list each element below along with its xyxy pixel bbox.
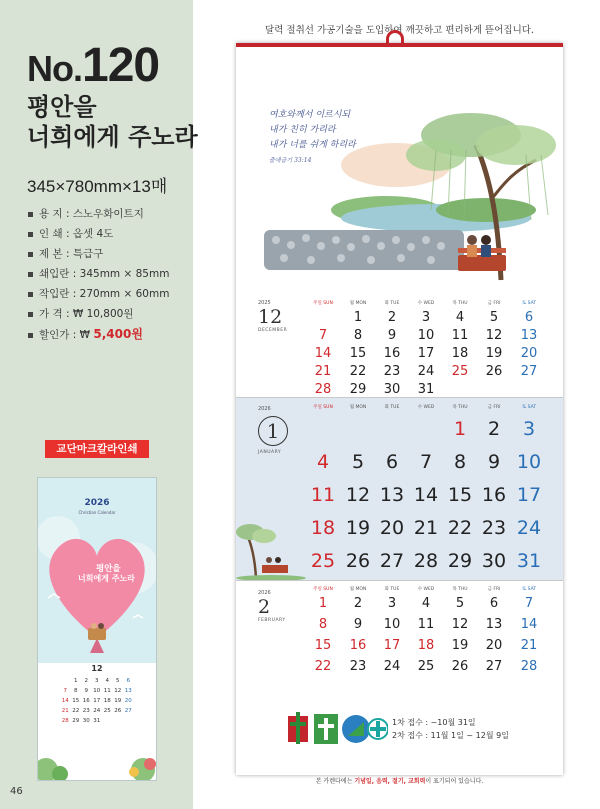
thumb-day: 22: [72, 708, 80, 714]
day-cell: 20: [379, 517, 405, 539]
discount-price: 5,400원: [93, 327, 143, 341]
product-number: No.120: [27, 39, 160, 92]
spec-value: ₩ 10,800원: [72, 308, 134, 320]
day-cell: 28: [314, 382, 332, 397]
day-cell: 14: [413, 484, 439, 506]
month-year: 2026: [258, 406, 271, 412]
day-cell: 27: [379, 550, 405, 572]
logo-3-icon: [342, 715, 370, 743]
day-cell: 24: [516, 517, 542, 539]
day-cell: 13: [485, 617, 503, 632]
weekday-header: 화 TUE: [384, 405, 400, 410]
thumb-day: 25: [103, 708, 111, 714]
month-name: JANUARY: [258, 450, 282, 455]
bible-verse: 여호와께서 이르시되 내가 친히 가리라 내가 너를 쉬게 하리라 출애굽기 33:14: [269, 110, 356, 164]
day-cell: 10: [417, 328, 435, 343]
weekday-header: 주일 SUN: [313, 301, 333, 306]
spec-item: 쇄입란 : 345mm × 85mm: [28, 264, 188, 284]
spec-label: 용 지: [39, 208, 63, 220]
deadline-1: 1차 접수 : ~10월 31일: [392, 718, 476, 727]
title-line-1: 평안을: [27, 93, 97, 121]
cover-illustration: [38, 478, 156, 780]
thumb-day: 3: [95, 678, 99, 684]
spec-label: 가 격: [39, 308, 63, 320]
spec-value: 옵셋 4도: [72, 228, 114, 240]
day-cell: 11: [310, 484, 336, 506]
thumb-day: 21: [61, 708, 69, 714]
logo-1-icon: [288, 712, 308, 744]
weekday-header: 목 THU: [452, 301, 468, 306]
day-cell: 18: [417, 638, 435, 653]
day-cell: 25: [451, 364, 469, 379]
day-cell: 5: [455, 596, 465, 611]
day-cell: 4: [455, 310, 465, 325]
day-cell: 3: [387, 596, 397, 611]
weekday-header: 화 TUE: [384, 587, 400, 592]
day-cell: 27: [520, 364, 538, 379]
thumb-day: 28: [61, 718, 69, 724]
day-cell: 2: [387, 310, 397, 325]
day-cell: 11: [417, 617, 435, 632]
landscape-illustration: [236, 50, 563, 295]
day-cell: 10: [516, 451, 542, 473]
day-cell: 18: [310, 517, 336, 539]
thumb-day: 11: [103, 688, 111, 694]
day-cell: 26: [451, 659, 469, 674]
day-cell: 6: [385, 451, 399, 473]
thumb-week-row: [60, 678, 134, 688]
day-cell: 1: [318, 596, 328, 611]
weekday-header: 금 FRI: [487, 587, 501, 592]
day-cell: 17: [383, 638, 401, 653]
day-cell: 10: [383, 617, 401, 632]
day-cell: 27: [485, 659, 503, 674]
thumb-year: 2026: [84, 498, 110, 508]
day-cell: 1: [353, 310, 363, 325]
day-cell: 31: [516, 550, 542, 572]
day-cell: 19: [345, 517, 371, 539]
bullet-square-icon: [28, 212, 33, 217]
thumb-day: 10: [93, 688, 101, 694]
thumb-day: 15: [72, 698, 80, 704]
thumb-title-1: 평안을: [96, 564, 121, 574]
spec-value: ₩: [79, 329, 94, 341]
bullet-square-icon: [28, 232, 33, 237]
day-cell: 9: [387, 328, 397, 343]
day-cell: 20: [485, 638, 503, 653]
day-cell: 20: [520, 346, 538, 361]
day-cell: 23: [383, 364, 401, 379]
spec-value: 스노우화이트지: [72, 208, 144, 220]
thumb-day: 6: [126, 678, 130, 684]
weekday-header: 월 MON: [349, 301, 367, 306]
title-line-2: 너희에게 주노라: [27, 123, 198, 151]
deadline-2: 2차 접수 : 11월 1일 ~ 12월 9일: [392, 731, 509, 740]
month-name: FEBRUARY: [258, 618, 286, 623]
day-cell: 9: [353, 617, 363, 632]
spec-label: 쇄입란: [39, 268, 70, 280]
thumb-subtitle: Christian Calendar: [78, 510, 116, 515]
spec-item: 인 쇄 : 옵셋 4도: [28, 224, 188, 244]
weekday-header: 수 WED: [417, 301, 435, 306]
logo-4-icon: [368, 719, 388, 739]
thumb-week-row: [60, 698, 134, 708]
logo-2-icon: [314, 714, 338, 744]
day-cell: 16: [481, 484, 507, 506]
day-cell: 11: [451, 328, 469, 343]
spec-label: 제 본: [39, 248, 63, 260]
day-cell: 24: [417, 364, 435, 379]
thumb-week-row: [60, 688, 134, 698]
day-cell: 22: [447, 517, 473, 539]
thumb-title-2: 너희에게 주노라: [78, 574, 135, 583]
spec-item: 제 본 : 특급구: [28, 244, 188, 264]
spec-item: 할인가 : ₩ 5,400원: [28, 324, 188, 344]
day-cell: 17: [516, 484, 542, 506]
day-cell: 16: [383, 346, 401, 361]
day-cell: 15: [314, 638, 332, 653]
thumb-day: 30: [82, 718, 90, 724]
day-cell: 8: [318, 617, 328, 632]
month-year: 2026: [258, 590, 271, 596]
month-divider: [236, 397, 563, 398]
spec-label: 작입란: [39, 288, 70, 300]
weekday-header: 월 MON: [349, 587, 367, 592]
weekday-header: 화 TUE: [384, 301, 400, 306]
thumb-month: 12: [91, 664, 103, 673]
thumb-day: 1: [74, 678, 78, 684]
day-cell: 7: [419, 451, 433, 473]
spec-value: 특급구: [72, 248, 104, 260]
day-cell: 13: [520, 328, 538, 343]
weekday-header: 목 THU: [452, 587, 468, 592]
day-cell: 14: [314, 346, 332, 361]
thumb-day: 20: [124, 698, 132, 704]
weekday-header: 토 SAT: [521, 587, 537, 592]
month-number: 2: [258, 596, 271, 618]
month-label: [258, 300, 287, 333]
bullet-square-icon: [28, 312, 33, 317]
month-number: 1: [258, 416, 288, 446]
thumb-day: 31: [93, 718, 101, 724]
day-cell: 5: [351, 451, 365, 473]
thumb-day: 18: [103, 698, 111, 704]
weekday-header: 목 THU: [452, 405, 468, 410]
day-cell: 4: [421, 596, 431, 611]
weekday-header: 금 FRI: [487, 405, 501, 410]
bench-illustration: [236, 520, 306, 580]
day-cell: 30: [383, 382, 401, 397]
day-cell: 7: [318, 328, 328, 343]
month-label: [258, 590, 286, 623]
day-cell: 4: [316, 451, 330, 473]
month-name: DECEMBER: [258, 328, 288, 333]
bullet-square-icon: [28, 272, 33, 277]
thumb-day: 24: [93, 708, 101, 714]
footnote: 본 카렌다에는 기념일, 음력, 절기, 교회력이 표기되어 있습니다.: [315, 778, 484, 785]
day-cell: 22: [349, 364, 367, 379]
day-cell: 1: [453, 418, 467, 440]
day-cell: 7: [524, 596, 534, 611]
day-cell: 17: [417, 346, 435, 361]
weekday-header: 금 FRI: [487, 301, 501, 306]
page-number-bar: [0, 782, 4, 802]
product-size: 345×780mm×13매: [27, 177, 168, 196]
day-cell: 24: [383, 659, 401, 674]
day-cell: 2: [353, 596, 363, 611]
thumb-day: 12: [114, 688, 122, 694]
bullet-square-icon: [28, 252, 33, 257]
spec-label: 인 쇄: [39, 228, 63, 240]
print-badge: 교단마크칼라인쇄: [45, 440, 149, 458]
day-cell: 5: [489, 310, 499, 325]
weekday-header: 주일 SUN: [313, 587, 333, 592]
spec-value: 345mm × 85mm: [79, 268, 170, 280]
day-cell: 21: [520, 638, 538, 653]
calendar-illustration: [236, 50, 563, 295]
denomination-logos: [288, 712, 388, 746]
header-note: 달력 절취선 가공기술을 도입하여 깨끗하고 편리하게 뜯어집니다.: [265, 25, 534, 36]
bullet-square-icon: [28, 292, 33, 297]
weekday-header: 수 WED: [417, 405, 435, 410]
thumb-day: 5: [116, 678, 120, 684]
day-cell: 13: [379, 484, 405, 506]
day-cell: 8: [453, 451, 467, 473]
thumb-day: 19: [114, 698, 122, 704]
month-number: 12: [258, 306, 283, 328]
month-label: [258, 406, 288, 455]
day-cell: 25: [417, 659, 435, 674]
thumb-day: 29: [72, 718, 80, 724]
day-cell: 21: [314, 364, 332, 379]
weekday-header: 주일 SUN: [313, 405, 333, 410]
page-number: 46: [0, 782, 40, 802]
month-year: 2025: [258, 300, 271, 306]
bullet-square-icon: [28, 333, 33, 338]
thumb-day: 27: [124, 708, 132, 714]
thumb-day: 16: [82, 698, 90, 704]
month-divider: [236, 580, 563, 581]
thumb-day: 23: [82, 708, 90, 714]
weekday-header: 수 WED: [417, 587, 435, 592]
thumb-day: 14: [61, 698, 69, 704]
spec-list: [28, 204, 188, 344]
day-cell: 6: [489, 596, 499, 611]
thumb-day: 4: [105, 678, 109, 684]
day-cell: 12: [485, 328, 503, 343]
day-cell: 18: [451, 346, 469, 361]
spec-value: 270mm × 60mm: [79, 288, 170, 300]
day-cell: 6: [524, 310, 534, 325]
day-cell: 28: [520, 659, 538, 674]
day-cell: 23: [481, 517, 507, 539]
day-cell: 15: [447, 484, 473, 506]
day-cell: 30: [481, 550, 507, 572]
day-cell: 26: [345, 550, 371, 572]
day-cell: 15: [349, 346, 367, 361]
day-cell: 25: [310, 550, 336, 572]
product-title: [27, 92, 198, 152]
thumb-day: 17: [93, 698, 101, 704]
day-cell: 14: [520, 617, 538, 632]
weekday-header: 토 SAT: [521, 405, 537, 410]
thumb-day: 13: [124, 688, 132, 694]
day-cell: 26: [485, 364, 503, 379]
day-cell: 19: [485, 346, 503, 361]
day-cell: 2: [487, 418, 501, 440]
spec-item: 작입란 : 270mm × 60mm: [28, 284, 188, 304]
thumb-day: 9: [84, 688, 88, 694]
thumb-day: 8: [74, 688, 78, 694]
weekday-header: 월 MON: [349, 405, 367, 410]
thumb-grid: [60, 678, 134, 728]
thumb-day: 2: [84, 678, 88, 684]
weekday-header: 토 SAT: [521, 301, 537, 306]
spec-item: 용 지 : 스노우화이트지: [28, 204, 188, 224]
day-cell: 3: [522, 418, 536, 440]
day-cell: 16: [349, 638, 367, 653]
thumb-day: 7: [63, 688, 67, 694]
day-cell: 22: [314, 659, 332, 674]
day-cell: 19: [451, 638, 469, 653]
day-cell: 28: [413, 550, 439, 572]
thumb-day: 26: [114, 708, 122, 714]
day-cell: 3: [421, 310, 431, 325]
day-cell: 8: [353, 328, 363, 343]
spec-label: 할인가: [39, 329, 70, 341]
day-cell: 12: [451, 617, 469, 632]
day-cell: 21: [413, 517, 439, 539]
day-cell: 29: [349, 382, 367, 397]
spec-item: 가 격 : ₩ 10,800원: [28, 304, 188, 324]
hanger-hook: [386, 30, 404, 47]
thumb-week-row: [60, 708, 134, 718]
day-cell: 23: [349, 659, 367, 674]
day-cell: 12: [345, 484, 371, 506]
cover-thumbnail: [37, 477, 157, 781]
day-cell: 29: [447, 550, 473, 572]
thumb-week-row: [60, 718, 134, 728]
order-deadlines: [392, 716, 509, 742]
day-cell: 9: [487, 451, 501, 473]
day-cell: 31: [417, 382, 435, 397]
